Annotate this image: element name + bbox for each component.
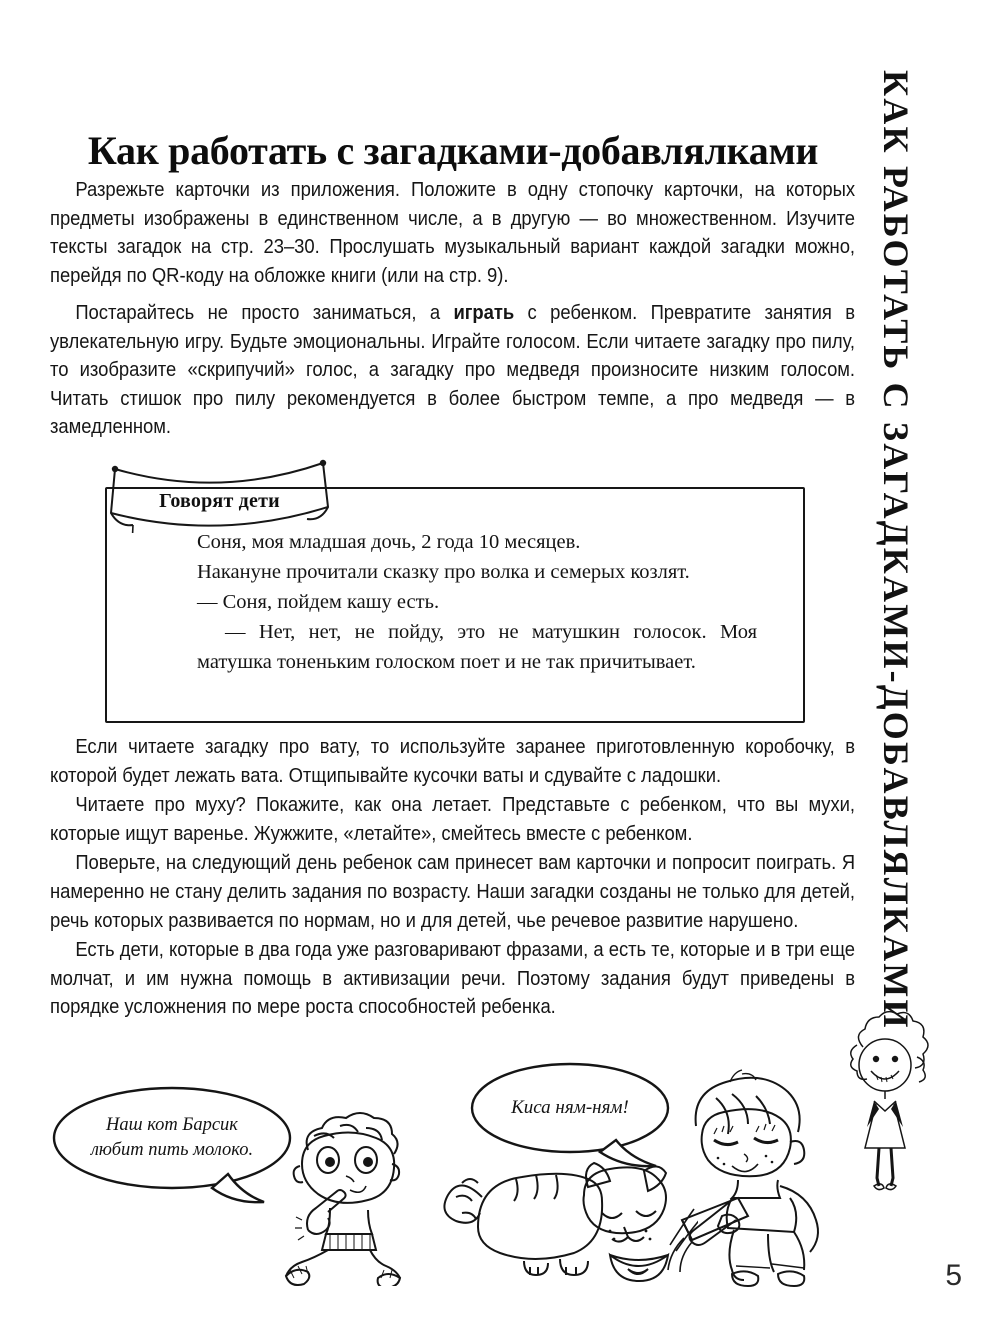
paragraph-1: Разрежьте карточки из приложения. Положите в одну стопочку карточки, на которых предметы изображены в единственном числе, а в другую — во множественном. Изучите тексты загадок на стр. 23–30. Прослушать музыкальный вариант каждой загадки можно, перейдя по QR-коду на обложке книги (или на стр. 9). <box>50 179 856 287</box>
speech-bubble-left <box>52 1086 292 1206</box>
paragraph-4: Читаете про муху? Покажите, как она летает. Представьте с ребенком, что вы мухи, которые ищут варенье. Жужжите, «летайте», смейтесь вместе с ребенком. <box>50 794 856 845</box>
text-block-tips <box>50 733 855 1023</box>
paragraph-2-emphasis: играть <box>453 302 515 324</box>
running-head-text: КАК РАБОТАТЬ С ЗАГАДКАМИ-ДОБАВЛЯЛКАМИ <box>876 70 916 1030</box>
callout-line-4: — Нет, нет, не пойду, это не матушкин голосок. Моя матушка тоненьким голоском поет и не так причитывает. <box>197 621 757 673</box>
text-block-intro <box>50 176 855 291</box>
paragraph-5: Поверьте, на следующий день ребенок сам принесет вам карточки и попросит поиграть. Я намеренно не стану делить задания по возрасту. Наши загадки созданы не только для детей, речь которых развивается по нормам, но и для детей, чье речевое развитие нарушено. <box>50 852 856 932</box>
paragraph-3: Если читаете загадку про вату, то используйте заранее приготовленную коробочку, в которой будет лежать вата. Отщипывайте кусочки ваты и сдувайте с ладошки. <box>50 736 856 787</box>
running-head <box>862 70 932 1090</box>
cat-illustration <box>438 1135 698 1295</box>
page-number: 5 <box>945 1259 962 1292</box>
paragraph-2-part2: с ребенком. Превратите занятия в увлекательную игру. Будьте эмоциональны. Играйте голосом. Если читаете загадку про пилу, то изобразите «скрипучий» голос, а загадку про медведя произносите низким голосом. Читать стишок про пилу рекомендуется в более быстром темпе, а про медведя — в замедленном. <box>50 302 856 439</box>
callout-quote-text <box>197 527 757 677</box>
kids-say-banner-label: Говорят дети <box>159 489 280 512</box>
callout-line-3: — Соня, пойдем кашу есть. <box>197 591 440 613</box>
bubble-left-line-2: любит пить молоко. <box>90 1140 254 1160</box>
curly-child-illustration <box>278 1108 418 1286</box>
boy-pouring-milk-illustration <box>660 1068 850 1290</box>
text-block-play <box>50 299 855 443</box>
speech-bubble-right-text: Киса ням-ням! <box>511 1097 629 1118</box>
kids-say-banner <box>107 455 332 533</box>
callout-line-1: Соня, моя младшая дочь, 2 года 10 месяцев. <box>197 531 581 553</box>
callout-line-2: Накануне прочитали сказку про волка и семерых козлят. <box>197 561 690 583</box>
paragraph-2 <box>50 299 855 442</box>
paragraph-2-part1: Постарайтесь не просто заниматься, а <box>75 302 454 324</box>
paragraph-6: Есть дети, которые в два года уже разговаривают фразами, а есть те, которые и в три еще молчат, и им нужна помощь в активизации речи. Поэтому задания будут приведены в порядке усложнения по мере роста способностей ребенка. <box>50 939 856 1019</box>
bubble-left-line-1: Наш кот Барсик <box>106 1115 238 1135</box>
page-title: Как работать с загадками-добавлялками <box>87 127 819 173</box>
